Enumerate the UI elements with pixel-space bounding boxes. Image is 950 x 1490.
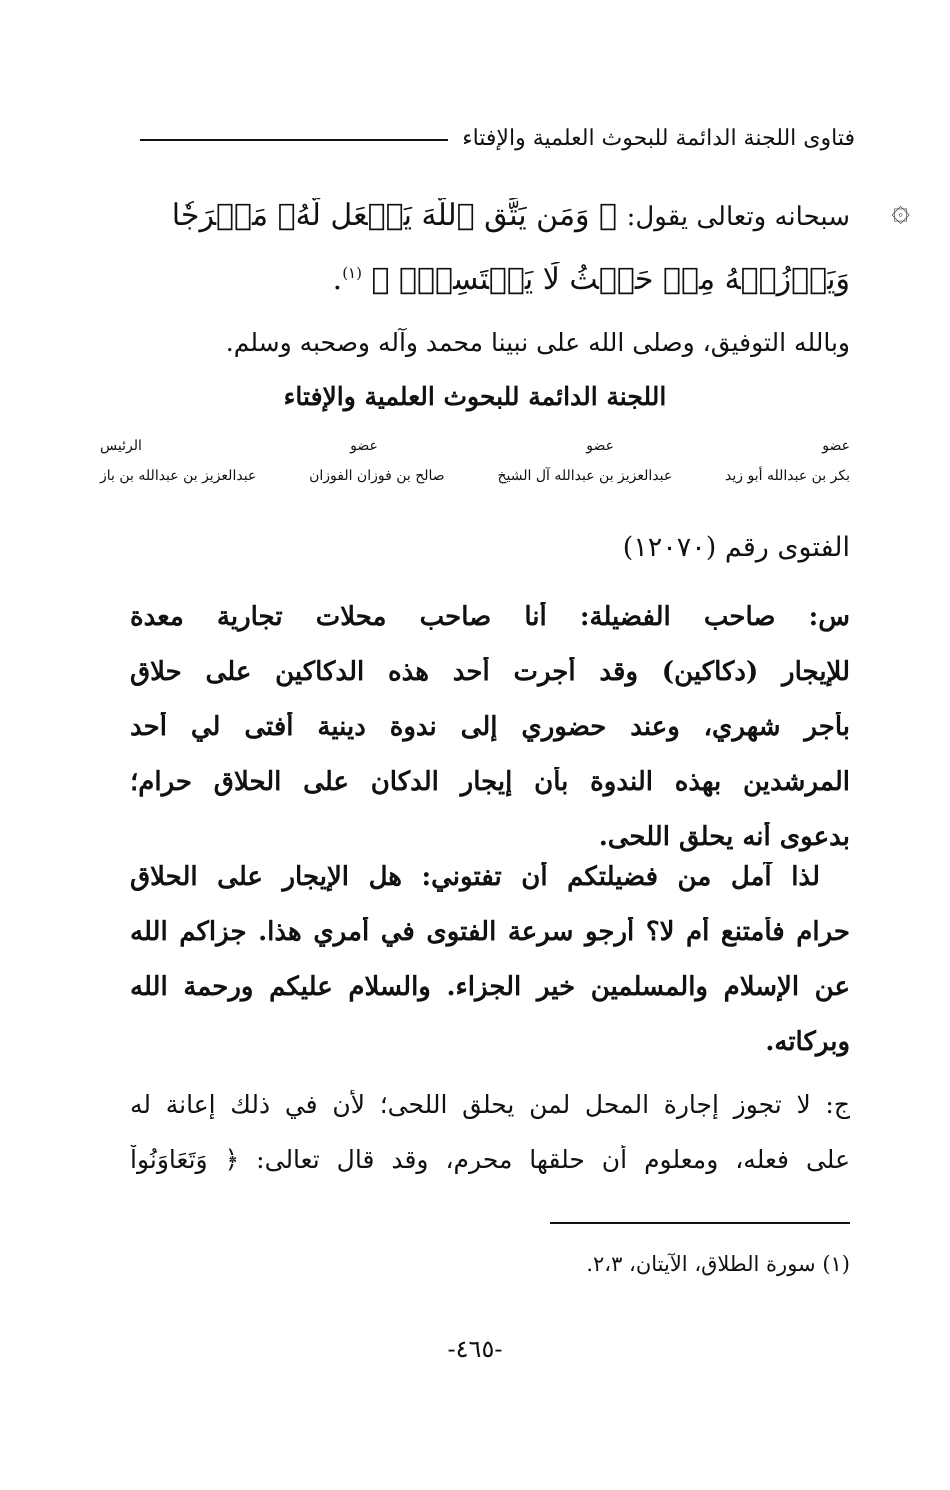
question-line: لذا آمل من فضيلتكم أن تفتوني: هل الإيجار على الحلاق <box>130 862 820 892</box>
question-line: بأجر شهري، وعند حضوري إلى ندوة دينية أفتى لي أحد <box>130 712 850 742</box>
answer-line: ج: لا تجوز إجارة المحل لمن يحلق اللحى؛ لأن في ذلك إعانة له <box>130 1090 850 1119</box>
member-role: عضو <box>586 438 614 454</box>
question-line: بدعوى أنه يحلق اللحى. <box>598 822 850 852</box>
verse-line-1 <box>130 198 850 233</box>
question-line: س: صاحب الفضيلة: أنا صاحب محلات تجارية معدة <box>130 602 850 632</box>
running-header <box>140 118 855 158</box>
member-role: عضو <box>822 438 850 454</box>
verse-line-2: وَيَرۡزُقۡهُ مِنۡ حَيۡثُ لَا يَحۡتَسِبُۚ ﴾ $^{(١)}$. <box>332 262 850 297</box>
verse-text-2: وَيَرۡزُقۡهُ مِنۡ حَيۡثُ لَا يَحۡتَسِبُۚ ﴾ <box>371 262 850 297</box>
member-name: عبدالعزيز بن عبدالله آل الشيخ <box>497 468 673 484</box>
question-line: حرام فأمتنع أم لا؟ أرجو سرعة الفتوى في أمري هذا. جزاكم الله <box>130 917 850 947</box>
member-name: عبدالعزيز بن عبدالله بن باز <box>100 468 257 484</box>
verse-intro: سبحانه وتعالى يقول: <box>626 202 850 232</box>
member-role: الرئيس <box>100 438 142 454</box>
committee-name: اللجنة الدائمة للبحوث العلمية والإفتاء <box>283 382 667 411</box>
member-names-row <box>100 468 850 484</box>
question-line: المرشدين بهذه الندوة بأن إيجار الدكان على الحلاق حرام؛ <box>130 767 850 797</box>
closing-line: وبالله التوفيق، وصلى الله على نبينا محمد وآله وصحبه وسلم. <box>225 328 850 357</box>
footnote-rule <box>550 1222 850 1224</box>
member-role: عضو <box>350 438 378 454</box>
fatwa-number: الفتوى رقم (١٢٠٧٠) <box>622 532 850 563</box>
footnote: (١) سورة الطلاق، الآيتان، ٢،٣. <box>586 1252 850 1276</box>
member-name: صالح بن فوزان الفوزان <box>309 468 445 484</box>
verse-text-1: ﴿ وَمَن يَتَّقِ ٱللَّهَ يَجۡعَل لَّهُۥ مَخۡرَجٗا <box>171 198 618 233</box>
member-roles-row <box>100 438 850 454</box>
footnote-reference: (١) <box>342 264 362 282</box>
member-name: بكر بن عبدالله أبو زيد <box>725 468 850 484</box>
question-line: عن الإسلام والمسلمين خير الجزاء. والسلام عليكم ورحمة الله <box>130 972 850 1002</box>
question-line: وبركاته. <box>765 1027 850 1057</box>
question-line: للإيجار (دكاكين) وقد أجرت أحد هذه الدكاكين على حلاق <box>130 657 850 687</box>
answer-line: على فعله، ومعلوم أن حلقها محرم، وقد قال تعالى: ﴿ وَتَعَاوَنُواْ <box>130 1145 850 1174</box>
verse-ornament-icon: ۞ <box>891 190 910 228</box>
page-number: -٤٦٥- <box>447 1335 503 1363</box>
running-header-title: فتاوى اللجنة الدائمة للبحوث العلمية والإفتاء <box>462 125 855 151</box>
header-rule <box>140 139 448 141</box>
